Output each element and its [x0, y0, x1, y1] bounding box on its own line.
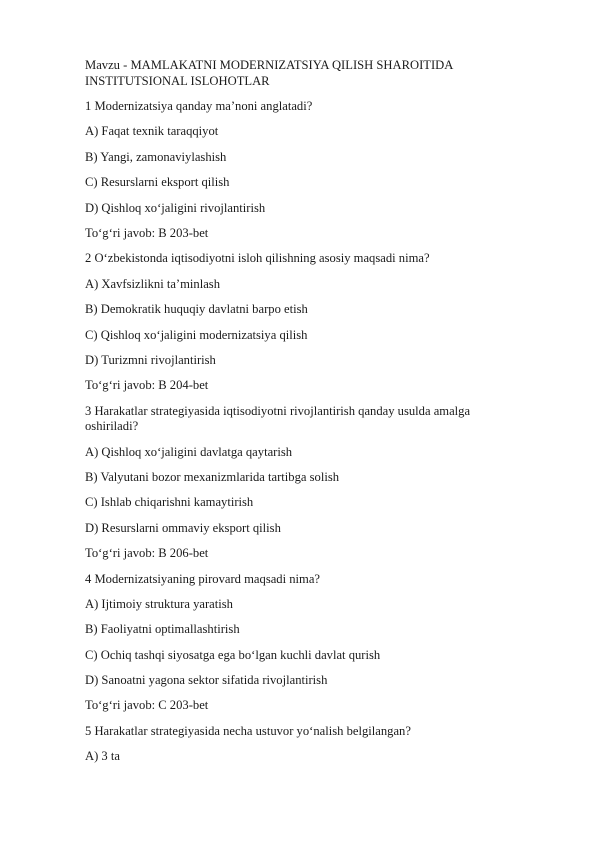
q4-option-c: C) Ochiq tashqi siyosatga ega bo‘lgan kuchli davlat qurish	[85, 647, 381, 662]
q4-answer: To‘g‘ri javob: C 203-bet	[85, 698, 209, 713]
q1-answer: To‘g‘ri javob: B 203-bet	[85, 225, 209, 240]
q2-answer: To‘g‘ri javob: B 204-bet	[85, 378, 209, 393]
q3-answer: To‘g‘ri javob: B 206-bet	[85, 546, 209, 561]
q3-option-d: D) Resurslarni ommaviy eksport qilish	[85, 520, 281, 535]
q3-option-c: C) Ishlab chiqarishni kamaytirish	[85, 495, 254, 510]
question-3: 3 Harakatlar strategiyasida iqtisodiyotni rivojlantirish qanday usulda amalga oshiriladi?	[85, 403, 471, 434]
q2-option-b: B) Demokratik huquqiy davlatni barpo etish	[85, 302, 308, 317]
q3-option-a: A) Qishloq xo‘jaligini davlatga qaytarish	[85, 444, 293, 459]
q4-option-a: A) Ijtimoiy struktura yaratish	[85, 596, 233, 611]
q2-option-d: D) Turizmni rivojlantirish	[85, 352, 216, 367]
q2-option-a: A) Xavfsizlikni ta’minlash	[85, 276, 221, 291]
q4-option-b: B) Faoliyatni optimallashtirish	[85, 622, 240, 637]
q2-option-c: C) Qishloq xo‘jaligini modernizatsiya qilish	[85, 327, 308, 342]
q1-option-d: D) Qishloq xo‘jaligini rivojlantirish	[85, 200, 266, 215]
document-title: Mavzu - MAMLAKATNI MODERNIZATSIYA QILISH SHAROITIDA INSTITUTSIONAL ISLOHOTLAR	[85, 58, 453, 88]
question-4: 4 Modernizatsiyaning pirovard maqsadi nima?	[85, 571, 321, 586]
question-2: 2 O‘zbekistonda iqtisodiyotni isloh qilishning asosiy maqsadi nima?	[85, 251, 430, 266]
q1-option-b: B) Yangi, zamonaviylashish	[85, 149, 227, 164]
q1-option-a: A) Faqat texnik taraqqiyot	[85, 124, 219, 139]
q3-option-b: B) Valyutani bozor mexanizmlarida tartibga solish	[85, 469, 340, 484]
q5-option-a: A) 3 ta	[85, 749, 120, 764]
q4-option-d: D) Sanoatni yagona sektor sifatida rivojlantirish	[85, 673, 328, 688]
q1-option-c: C) Resurslarni eksport qilish	[85, 175, 230, 190]
document-page	[85, 58, 525, 775]
question-1: 1 Modernizatsiya qanday ma’noni anglatadi?	[85, 99, 313, 113]
question-5: 5 Harakatlar strategiyasida necha ustuvor yo‘nalish belgilangan?	[85, 723, 411, 738]
